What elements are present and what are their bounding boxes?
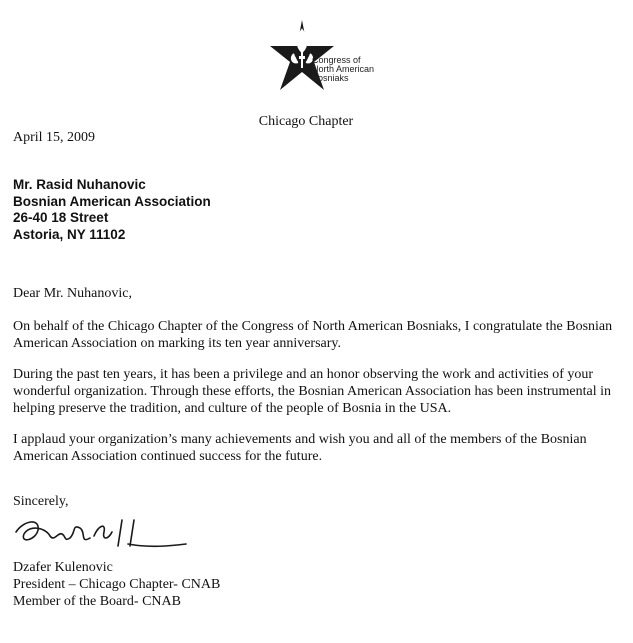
body-paragraph: During the past ten years, it has been a privilege and an honor observing the work and activities of your wonderful organization. Through these efforts, the Bosnian American Association has been instrumental in helping preserve the tradition, and culture of the people of Bosnia in the USA.: [13, 367, 611, 416]
salutation: Dear Mr. Nuhanovic,: [13, 286, 132, 301]
signature: [10, 510, 190, 556]
logo-text: [312, 56, 374, 83]
signatory-role: Member of the Board- CNAB: [13, 594, 181, 609]
closing: Sincerely,: [13, 494, 69, 509]
logo-text-line: North American: [312, 64, 375, 74]
logo-text-line: Bosniaks: [312, 73, 349, 83]
logo-text-line: Congress of: [312, 55, 361, 65]
recipient-name: Mr. Rasid Nuhanovic: [13, 177, 146, 192]
recipient-address: [13, 177, 211, 243]
signatory-title: President – Chicago Chapter- CNAB: [13, 577, 221, 592]
letter-date: April 15, 2009: [13, 130, 96, 145]
recipient-city: Astoria, NY 11102: [13, 226, 126, 242]
body-paragraph: On behalf of the Chicago Chapter of the Congress of North American Bosniaks, I congratulate the Bosnian American Association on marking its ten year anniversary.: [13, 319, 613, 351]
signatory-name: Dzafer Kulenovic: [13, 560, 113, 575]
signature-block: [13, 559, 220, 610]
recipient-street: 26-40 18 Street: [13, 210, 109, 225]
body-paragraph: I applaud your organization’s many achievements and wish you and all of the members of the Bosnian American Association continued success for the future.: [13, 432, 587, 464]
recipient-organization: Bosnian American Association: [13, 193, 211, 209]
chapter-heading: Chicago Chapter: [258, 114, 354, 129]
